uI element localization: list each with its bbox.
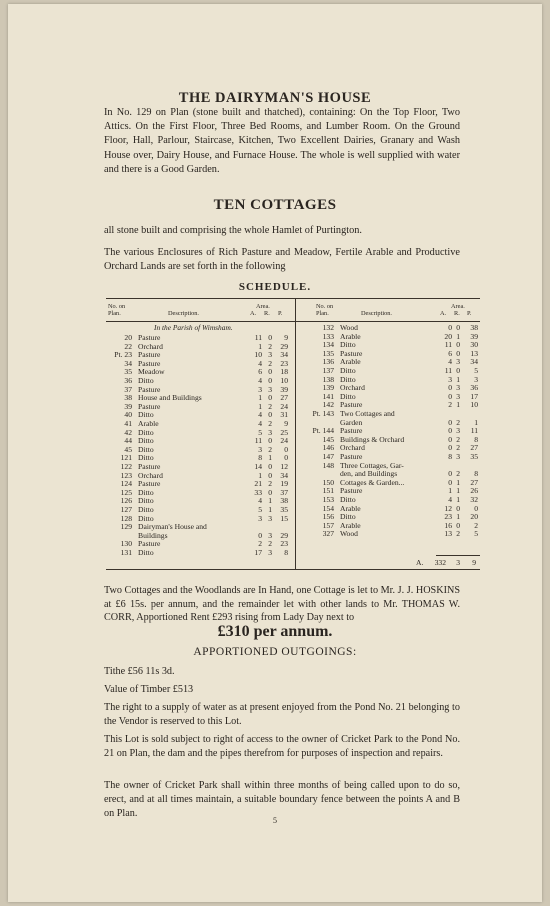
area-perches: 9 xyxy=(284,419,288,428)
parcel-description: Buildings xyxy=(138,530,168,540)
schedule-title: SCHEDULE. xyxy=(238,281,312,293)
plan-number: 40 xyxy=(124,410,132,420)
area-perches: 27 xyxy=(470,443,478,453)
area-roods: 3 xyxy=(456,383,460,393)
area-roods: 2 xyxy=(456,417,460,427)
plan-number: 127 xyxy=(120,505,132,514)
area-acres: 0 xyxy=(448,383,452,393)
area-roods: 2 xyxy=(456,443,460,453)
plan-number: 41 xyxy=(124,419,132,428)
area-perches: 29 xyxy=(280,341,288,351)
plan-number: 44 xyxy=(124,436,132,446)
area-roods: 1 xyxy=(456,486,460,496)
parcel-description: Pasture xyxy=(138,333,161,342)
parcel-description: Pasture xyxy=(340,348,363,358)
area-acres: 2 xyxy=(258,539,262,549)
plan-number: 147 xyxy=(322,452,334,461)
plan-number: 37 xyxy=(124,384,132,394)
area-perches: 2 xyxy=(474,520,478,530)
area-perches: 35 xyxy=(470,452,478,461)
total-label: A. xyxy=(416,558,424,567)
area-roods: 0 xyxy=(268,470,272,480)
parcel-description: Pasture xyxy=(138,384,161,394)
area-acres: 11 xyxy=(254,436,262,446)
area-acres: 4 xyxy=(258,419,262,428)
area-perches: 23 xyxy=(280,358,288,368)
area-acres: 21 xyxy=(254,479,262,489)
header-r-right: R. xyxy=(454,310,460,317)
house-description: In No. 129 on Plan (stone built and thatched), containing: On the Top Floor, Two Attics. On the First Floor, Three Bed Rooms, and Lumber Room. On the Ground Floor, Hall, Parlour, Staircase, Kitchen, Two Excellent Dairies, Granary and Wash House over, Dairy House, and Furnace House. The whole is well supplied with water and there is a Good Garden. xyxy=(104,107,460,175)
plan-number: 121 xyxy=(120,453,132,463)
area-perches: 0 xyxy=(284,444,288,454)
area-acres: 3 xyxy=(448,374,452,384)
area-roods: 0 xyxy=(456,503,460,513)
plan-number: 36 xyxy=(124,376,132,385)
area-roods: 2 xyxy=(268,358,272,368)
area-acres: 6 xyxy=(448,348,452,358)
area-perches: 17 xyxy=(470,391,478,401)
parcel-description: Ditto xyxy=(138,376,154,385)
parcel-description: Wood xyxy=(340,323,358,332)
area-perches: 9 xyxy=(284,333,288,342)
parcel-description: Arable xyxy=(340,520,361,530)
plan-number: 133 xyxy=(322,331,334,341)
parcel-description: Three Cottages, Gar- xyxy=(340,460,404,470)
area-perches: 39 xyxy=(280,384,288,394)
parcel-description: Pasture xyxy=(340,486,363,496)
area-roods: 1 xyxy=(456,512,460,522)
area-acres: 8 xyxy=(258,453,262,463)
parcel-description: Ditto xyxy=(340,374,356,384)
area-roods: 0 xyxy=(268,367,272,377)
parcel-description: Pasture xyxy=(138,401,161,411)
area-perches: 10 xyxy=(470,400,478,410)
area-acres: 0 xyxy=(448,426,452,436)
tithe-line: Tithe £56 11s 3d. xyxy=(104,666,175,677)
parcel-description: Ditto xyxy=(340,340,356,350)
plan-number: Pt. 144 xyxy=(312,426,334,436)
header-p-left: P. xyxy=(278,310,283,317)
area-perches: 10 xyxy=(280,376,288,385)
plan-number: 126 xyxy=(120,496,132,506)
area-roods: 0 xyxy=(456,340,460,350)
area-perches: 27 xyxy=(470,477,478,487)
area-perches: 0 xyxy=(284,453,288,463)
area-roods: 3 xyxy=(456,357,460,367)
parcel-description: Orchard xyxy=(340,443,365,453)
area-acres: 4 xyxy=(258,376,262,385)
parcel-description: Ditto xyxy=(138,436,154,446)
fence-paragraph: The owner of Cricket Park shall within three months of being called upon to do so, erect, and at all times maintain, a suitable boundary fence between the points A and B on Plan. xyxy=(104,780,460,819)
area-roods: 1 xyxy=(456,495,460,504)
plan-number: 148 xyxy=(322,460,334,470)
area-acres: 0 xyxy=(448,391,452,401)
area-acres: 0 xyxy=(448,434,452,444)
area-roods: 0 xyxy=(268,487,272,497)
area-acres: 3 xyxy=(258,384,262,394)
parcel-description: Buildings & Orchard xyxy=(340,434,405,444)
area-roods: 3 xyxy=(268,548,272,557)
area-acres: 4 xyxy=(448,495,452,504)
area-roods: 1 xyxy=(268,496,272,506)
plan-number: 150 xyxy=(322,477,334,487)
area-perches: 5 xyxy=(474,366,478,375)
area-acres: 33 xyxy=(254,487,262,497)
area-roods: 1 xyxy=(268,453,272,463)
plan-number: 156 xyxy=(322,512,334,522)
plan-number: 154 xyxy=(322,503,334,513)
area-perches: 11 xyxy=(470,426,478,436)
area-perches: 24 xyxy=(280,401,288,411)
area-acres: 3 xyxy=(258,513,262,523)
parcel-description: Orchard xyxy=(340,383,365,393)
plan-number: Pt. 143 xyxy=(312,409,334,418)
header-p-right: P. xyxy=(467,310,472,317)
area-perches: 8 xyxy=(474,434,478,444)
parcel-description: Pasture xyxy=(138,358,161,368)
area-acres: 1 xyxy=(448,486,452,496)
area-acres: 1 xyxy=(258,470,262,480)
plan-number: 122 xyxy=(120,462,132,471)
area-acres: 0 xyxy=(448,477,452,487)
total-perches: 9 xyxy=(472,558,476,567)
cottages-description: all stone built and comprising the whole Hamlet of Purtington. xyxy=(104,225,362,236)
plan-number: 151 xyxy=(322,486,334,496)
area-roods: 2 xyxy=(268,341,272,351)
area-perches: 19 xyxy=(280,479,288,489)
timber-line: Value of Timber £513 xyxy=(104,684,194,695)
plan-number: 20 xyxy=(124,333,132,342)
tenancy-paragraph: Two Cottages and the Woodlands are In Hand, one Cottage is let to Mr. J. J. HOSKINS at £6 15s. per annum, and the remainder let with other lands to Mr. THOMAS W. CORR, Apportioned Rent £293 rising from Lady Day next to xyxy=(104,585,460,623)
parcel-description: Ditto xyxy=(138,453,154,463)
header-rule-left xyxy=(106,321,295,322)
area-roods: 3 xyxy=(268,530,272,540)
total-acres: 332 xyxy=(434,558,446,567)
parcel-description: Pasture xyxy=(340,452,363,461)
parcel-description: Garden xyxy=(340,417,363,427)
area-perches: 31 xyxy=(280,410,288,420)
area-perches: 1 xyxy=(474,417,478,427)
parcel-description: Ditto xyxy=(138,548,154,557)
area-perches: 8 xyxy=(474,469,478,479)
plan-number: 124 xyxy=(120,479,132,489)
parcel-description: Wood xyxy=(340,529,358,539)
area-roods: 2 xyxy=(268,444,272,454)
total-roods: 3 xyxy=(456,558,460,567)
header-a-left: A. xyxy=(250,310,257,317)
area-perches: 39 xyxy=(470,331,478,341)
area-acres: 4 xyxy=(258,496,262,506)
area-acres: 1 xyxy=(258,401,262,411)
rent-amount: £310 per annum. xyxy=(217,623,333,640)
area-roods: 2 xyxy=(268,401,272,411)
area-roods: 0 xyxy=(268,376,272,385)
area-roods: 0 xyxy=(456,323,460,332)
area-roods: 0 xyxy=(268,410,272,420)
parcel-description: Ditto xyxy=(138,427,154,437)
area-perches: 36 xyxy=(470,383,478,393)
area-acres: 16 xyxy=(444,520,452,530)
area-perches: 5 xyxy=(474,529,478,539)
area-roods: 0 xyxy=(268,333,272,342)
area-acres: 2 xyxy=(448,400,452,410)
area-perches: 26 xyxy=(470,486,478,496)
plan-number: 34 xyxy=(124,358,132,368)
plan-number: 123 xyxy=(120,470,132,480)
plan-number: 42 xyxy=(124,427,132,437)
parcel-description: Meadow xyxy=(138,367,165,377)
plan-number: 128 xyxy=(120,513,132,523)
area-perches: 24 xyxy=(280,436,288,446)
parcel-description: Ditto xyxy=(340,366,356,375)
plan-number: 137 xyxy=(322,366,334,375)
area-roods: 0 xyxy=(456,348,460,358)
area-acres: 5 xyxy=(258,505,262,514)
parcel-description: Pasture xyxy=(138,350,161,360)
area-acres: 20 xyxy=(444,331,452,341)
parcel-description: Ditto xyxy=(138,513,154,523)
area-roods: 2 xyxy=(456,434,460,444)
area-roods: 3 xyxy=(456,391,460,401)
plan-number: 139 xyxy=(322,383,334,393)
area-perches: 30 xyxy=(470,340,478,350)
plan-number: 39 xyxy=(124,401,132,411)
plan-number: 134 xyxy=(322,340,334,350)
plan-number: 35 xyxy=(124,367,132,377)
parcel-description: Arable xyxy=(340,331,361,341)
parcel-description: Pasture xyxy=(138,479,161,489)
parcel-description: Ditto xyxy=(138,496,154,506)
plan-number: 129 xyxy=(120,522,132,532)
document-page xyxy=(8,4,542,902)
plan-number: 136 xyxy=(322,357,334,367)
area-perches: 34 xyxy=(470,357,478,367)
plan-number: 130 xyxy=(120,539,132,549)
parcel-description: Arable xyxy=(138,419,159,428)
area-perches: 23 xyxy=(280,539,288,549)
area-perches: 8 xyxy=(284,548,288,557)
plan-number: 157 xyxy=(322,520,334,530)
area-acres: 4 xyxy=(258,358,262,368)
parish-subheading: In the Parish of Wimsham. xyxy=(154,323,233,332)
area-roods: 2 xyxy=(268,479,272,489)
plan-number: 327 xyxy=(322,529,334,539)
area-acres: 1 xyxy=(258,341,262,351)
area-perches: 20 xyxy=(470,512,478,522)
parcel-description: Arable xyxy=(340,357,361,367)
header-a-right: A. xyxy=(440,310,447,317)
access-paragraph: This Lot is sold subject to right of access to the owner of Cricket Park to the Pond No. 21 on Plan, the dam and the pipes therefrom for purposes of inspection and repairs. xyxy=(104,734,460,759)
area-perches: 3 xyxy=(474,374,478,384)
area-roods: 0 xyxy=(456,520,460,530)
area-perches: 15 xyxy=(280,513,288,523)
area-acres: 10 xyxy=(254,350,262,360)
area-acres: 11 xyxy=(254,333,262,342)
parcel-description: Arable xyxy=(340,503,361,513)
plan-number: 132 xyxy=(322,323,334,332)
area-perches: 25 xyxy=(280,427,288,437)
plan-number: 38 xyxy=(124,393,132,403)
parcel-description: Cottages & Garden... xyxy=(340,477,405,487)
area-roods: 1 xyxy=(456,331,460,341)
parcel-description: Pasture xyxy=(138,462,161,471)
header-no-right: No. on Plan. xyxy=(316,303,334,317)
parcel-description: Pasture xyxy=(340,400,363,410)
header-no-left: No. on Plan. xyxy=(108,303,126,317)
plan-number: 22 xyxy=(124,341,132,351)
area-roods: 2 xyxy=(456,529,460,539)
header-area-left: Area. xyxy=(256,303,270,310)
area-acres: 0 xyxy=(448,469,452,479)
area-perches: 18 xyxy=(280,367,288,377)
parcel-description: Ditto xyxy=(340,391,356,401)
area-acres: 5 xyxy=(258,427,262,437)
area-roods: 1 xyxy=(456,374,460,384)
enclosures-description: The various Enclosures of Rich Pasture and Meadow, Fertile Arable and Productive Orchard Lands are set forth in the following xyxy=(104,247,460,273)
header-desc-right: Description. xyxy=(361,310,392,317)
area-acres: 13 xyxy=(444,529,452,539)
area-acres: 11 xyxy=(444,340,452,350)
header-area-right: Area. xyxy=(451,303,465,310)
area-acres: 0 xyxy=(448,417,452,427)
header-desc-left: Description. xyxy=(168,310,199,317)
area-acres: 0 xyxy=(448,323,452,332)
area-roods: 0 xyxy=(456,366,460,375)
area-acres: 23 xyxy=(444,512,452,522)
total-rule xyxy=(436,555,480,556)
header-rule-right xyxy=(296,321,480,322)
area-roods: 0 xyxy=(268,393,272,403)
plan-number: 146 xyxy=(322,443,334,453)
plan-number: 141 xyxy=(322,391,334,401)
plan-number: 135 xyxy=(322,348,334,358)
parcel-description: Pasture xyxy=(138,539,161,549)
area-acres: 12 xyxy=(444,503,452,513)
area-acres: 0 xyxy=(448,443,452,453)
area-roods: 0 xyxy=(268,436,272,446)
outgoings-title: APPORTIONED OUTGOINGS: xyxy=(193,646,357,658)
area-roods: 3 xyxy=(268,350,272,360)
cottages-title: TEN COTTAGES xyxy=(213,197,337,213)
schedule-row-left xyxy=(106,548,480,557)
area-roods: 3 xyxy=(268,427,272,437)
plan-number: 125 xyxy=(120,487,132,497)
parcel-description: House and Buildings xyxy=(138,393,202,403)
schedule-table xyxy=(106,298,480,570)
area-roods: 3 xyxy=(456,452,460,461)
area-roods: 1 xyxy=(456,400,460,410)
area-acres: 8 xyxy=(448,452,452,461)
area-acres: 14 xyxy=(254,462,262,471)
dairymans-house-title: THE DAIRYMAN'S HOUSE xyxy=(178,90,372,106)
plan-number: 138 xyxy=(322,374,334,384)
area-roods: 3 xyxy=(268,513,272,523)
plan-number: 131 xyxy=(120,548,132,557)
area-perches: 34 xyxy=(280,350,288,360)
area-roods: 2 xyxy=(456,469,460,479)
area-roods: 1 xyxy=(456,477,460,487)
plan-number: 45 xyxy=(124,444,132,454)
plan-number: 153 xyxy=(322,495,334,504)
area-perches: 29 xyxy=(280,530,288,540)
area-roods: 2 xyxy=(268,539,272,549)
header-r-left: R. xyxy=(264,310,270,317)
area-acres: 11 xyxy=(444,366,452,375)
area-acres: 4 xyxy=(258,410,262,420)
area-perches: 37 xyxy=(280,487,288,497)
area-roods: 2 xyxy=(268,419,272,428)
area-perches: 38 xyxy=(280,496,288,506)
parcel-description: Ditto xyxy=(340,495,356,504)
area-perches: 27 xyxy=(280,393,288,403)
area-acres: 1 xyxy=(258,393,262,403)
area-acres: 4 xyxy=(448,357,452,367)
area-perches: 34 xyxy=(280,470,288,480)
area-roods: 3 xyxy=(456,426,460,436)
parcel-description: Ditto xyxy=(138,487,154,497)
parcel-description: Ditto xyxy=(138,444,154,454)
plan-number: 142 xyxy=(322,400,334,410)
parcel-description: Ditto xyxy=(138,410,154,420)
area-perches: 35 xyxy=(280,505,288,514)
parcel-description: Orchard xyxy=(138,341,163,351)
area-roods: 3 xyxy=(268,384,272,394)
parcel-description: Orchard xyxy=(138,470,163,480)
area-perches: 0 xyxy=(474,503,478,513)
schedule-row-right xyxy=(106,529,480,538)
page-number: 5 xyxy=(273,816,277,825)
parcel-description: den, and Buildings xyxy=(340,469,398,479)
parcel-description: Pasture xyxy=(340,426,363,436)
area-acres: 0 xyxy=(258,530,262,540)
area-perches: 12 xyxy=(280,462,288,471)
area-perches: 38 xyxy=(470,323,478,332)
parcel-description: Ditto xyxy=(138,505,154,514)
parcel-description: Ditto xyxy=(340,512,356,522)
area-acres: 3 xyxy=(258,444,262,454)
area-acres: 6 xyxy=(258,367,262,377)
parcel-description: Two Cottages and xyxy=(340,409,395,418)
area-acres: 17 xyxy=(254,548,262,557)
plan-number: 145 xyxy=(322,434,334,444)
area-perches: 13 xyxy=(470,348,478,358)
parcel-description: Dairyman's House and xyxy=(138,522,207,532)
area-perches: 32 xyxy=(470,495,478,504)
plan-number: Pt. 23 xyxy=(114,350,132,360)
water-paragraph: The right to a supply of water as at present enjoyed from the Pond No. 21 belonging to the Vendor is reserved to this Lot. xyxy=(104,702,460,727)
area-roods: 1 xyxy=(268,505,272,514)
area-roods: 0 xyxy=(268,462,272,471)
